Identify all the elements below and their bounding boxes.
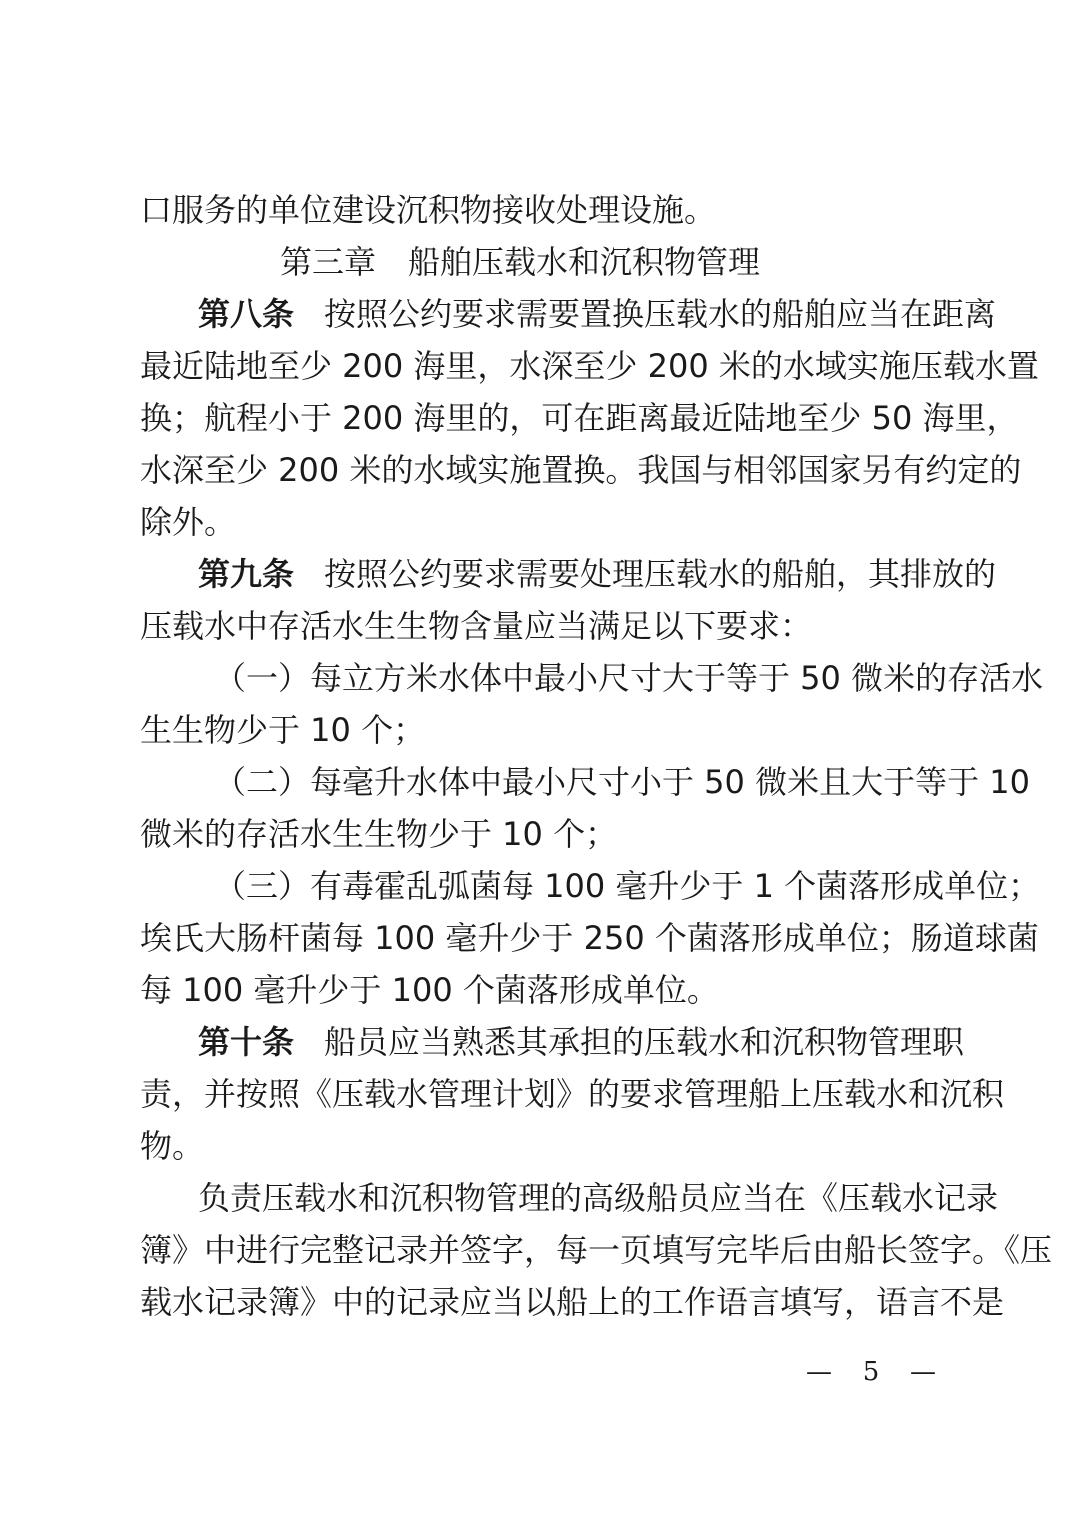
item-3-line: （三）有毒霍乱弧菌每 100 毫升少于 1 个菌落形成单位； (214, 867, 1041, 905)
paragraph-line: 负责压载水和沉积物管理的高级船员应当在《压载水记录 (198, 1179, 999, 1217)
page-number: 5 (862, 1357, 880, 1387)
text-line: 压载水中存活水生生物含量应当满足以下要求： (140, 607, 813, 645)
text-line: 责，并按照《压载水管理计划》的要求管理船上压载水和沉积 (140, 1075, 1005, 1113)
item-2-line: （二）每毫升水体中最小尺寸小于 50 微米且大于等于 10 (214, 763, 1030, 801)
page-footer (806, 1357, 936, 1387)
body-text (140, 184, 1053, 1328)
text-line: 微米的存活水生生物少于 10 个； (140, 815, 618, 853)
footer-dash-right: — (909, 1357, 936, 1387)
article-9-text: 按照公约要求需要处理压载水的船舶，其排放的 (324, 555, 997, 593)
text-line: 换；航程小于 200 海里的，可在距离最近陆地至少 50 海里， (140, 399, 1019, 437)
text-line: 物。 (140, 1127, 205, 1165)
text-line: 水深至少 200 米的水域实施置换。我国与相邻国家另有约定的 (140, 451, 1022, 489)
article-10-text: 船员应当熟悉其承担的压载水和沉积物管理职 (324, 1023, 965, 1061)
article-8-text: 按照公约要求需要置换压载水的船舶应当在距离 (324, 295, 997, 333)
article-9-title: 第九条 (198, 555, 295, 593)
text-line: 载水记录簿》中的记录应当以船上的工作语言填写，语言不是 (140, 1283, 1005, 1321)
article-10-title: 第十条 (198, 1023, 295, 1061)
chapter-heading: 第三章 船舶压载水和沉积物管理 (279, 243, 760, 281)
footer-dash-left: — (806, 1357, 832, 1387)
text-line: 埃氏大肠杆菌每 100 毫升少于 250 个菌落形成单位；肠道球菌 (140, 919, 1039, 957)
text-line: 每 100 毫升少于 100 个菌落形成单位。 (140, 971, 719, 1009)
text-line: 口服务的单位建设沉积物接收处理设施。 (140, 191, 717, 229)
text-line: 除外。 (140, 503, 237, 541)
article-8-line (140, 288, 997, 340)
text-line: 簿》中进行完整记录并签字，每一页填写完毕后由船长签字。《压 (140, 1231, 1053, 1269)
text-line: 生生物少于 10 个； (140, 711, 426, 749)
article-10-line (140, 1016, 965, 1068)
item-1-line: （一）每立方米水体中最小尺寸大于等于 50 微米的存活水 (214, 659, 1044, 697)
article-9-line (140, 548, 997, 600)
article-8-title: 第八条 (198, 295, 295, 333)
text-line: 最近陆地至少 200 海里，水深至少 200 米的水域实施压载水置 (140, 347, 1039, 385)
